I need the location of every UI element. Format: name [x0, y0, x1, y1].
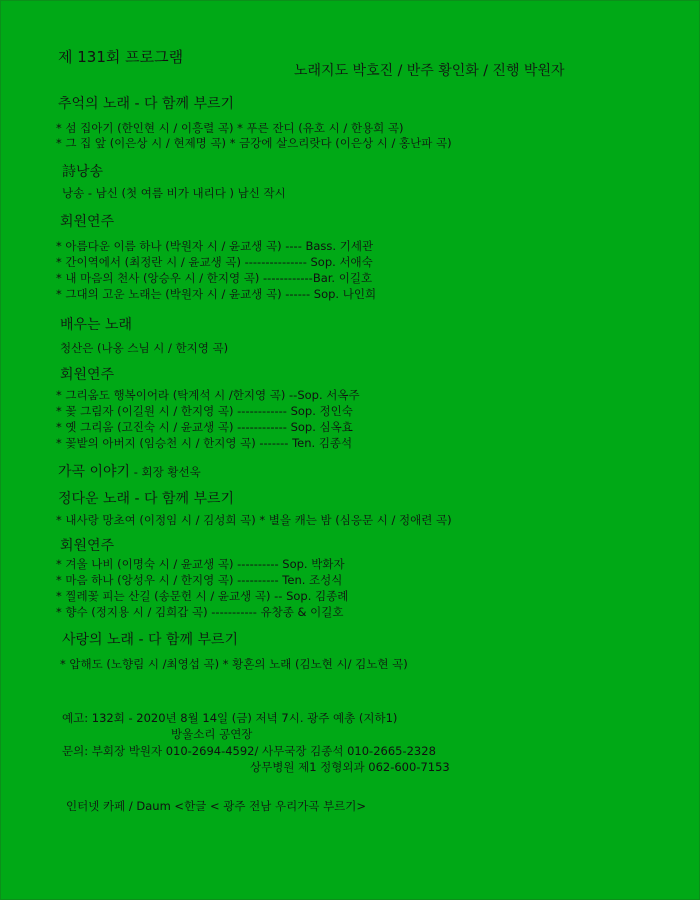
list-item: * 내 마음의 천사 (앙승우 시 / 한지영 곡) ------------Bar. 이길호	[56, 271, 373, 285]
section-heading-member-performance-3: 회원연주	[60, 538, 115, 554]
section-heading-poetry: 詩낭송	[62, 164, 104, 180]
list-item: * 마음 하나 (앙성우 시 / 한지영 곡) ---------- Ten. 조성식	[56, 573, 343, 587]
notice-venue: 방울소리 공연장	[171, 727, 253, 741]
list-item: * 향수 (정지용 시 / 김희갑 곡) ----------- 유창종 & 이길호	[56, 605, 344, 619]
list-item: * 꽃밭의 아버지 (임승천 시 / 한지영 곡) ------- Ten. 김종석	[56, 436, 353, 450]
list-item: * 그대의 고운 노래는 (박원자 시 / 윤교생 곡) ------ Sop. 나인희	[56, 287, 377, 301]
list-item: * 내사랑 망초여 (이정임 시 / 김성희 곡) * 별을 캐는 밤 (심응문 시 / 정애련 곡)	[56, 513, 452, 527]
list-item: * 아름다운 이름 하나 (박원자 시 / 윤교생 곡) ---- Bass. 기세관	[56, 239, 374, 253]
notice-next-event: 예고: 132회 - 2020년 8월 14일 (금) 저녁 7시. 광주 예총 (지하1)	[62, 711, 398, 725]
section-heading-memory-songs: 추억의 노래 - 다 함께 부르기	[58, 96, 235, 112]
song-story-host: - 회장 황선욱	[130, 465, 201, 479]
section-heading-member-performance-1: 회원연주	[60, 214, 115, 230]
list-item: * 그 집 앞 (이은상 시 / 현제명 곡) * 금강에 살으리랏다 (이은상 시 / 홍난파 곡)	[56, 136, 452, 150]
list-item: * 겨울 나비 (이명숙 시 / 윤교생 곡) ---------- Sop. 박화자	[56, 557, 345, 571]
program-title: 제 131회 프로그램	[58, 48, 184, 66]
list-item: * 그리움도 행복이어라 (탁계석 시 /한지영 곡) --Sop. 서옥주	[56, 388, 360, 402]
program-credits: 노래지도 박호진 / 반주 황인화 / 진행 박원자	[294, 63, 565, 79]
list-item: * 간이역에서 (최정란 시 / 윤교생 곡) --------------- Sop. 서애숙	[56, 255, 373, 269]
list-item: * 옛 그리움 (고진숙 시 / 윤교생 곡) ------------ Sop. 심옥효	[56, 420, 353, 434]
section-heading-member-performance-2: 회원연주	[60, 367, 115, 383]
section-heading-friendly-songs: 정다운 노래 - 다 함께 부르기	[58, 491, 235, 507]
list-item: * 섬 집아기 (한인현 시 / 이흥렬 곡) * 푸른 잔디 (유호 시 / 한용희 곡)	[56, 121, 404, 135]
notice-contact-hospital: 상무병원 제1 정형외과 062-600-7153	[250, 760, 450, 774]
list-item: 청산은 (나옹 스님 시 / 한지영 곡)	[60, 341, 229, 355]
list-item: * 압해도 (노향림 시 /최영섭 곡) * 황혼의 노래 (김노현 시/ 김노현 곡)	[60, 657, 408, 671]
section-heading-song-story: 가곡 이야기	[58, 464, 131, 480]
notice-contact: 문의: 부회장 박원자 010-2694-4592/ 사무국장 김종석 010-2665-2328	[62, 744, 436, 758]
list-item: 낭송 - 남신 (첫 여름 비가 내리다 ) 남신 작시	[62, 186, 286, 200]
song-story-row	[58, 461, 201, 481]
section-heading-love-songs: 사랑의 노래 - 다 함께 부르기	[62, 632, 239, 648]
list-item: * 찔레꽃 피는 산길 (송문헌 시 / 윤교생 곡) -- Sop. 김종례	[56, 589, 349, 603]
section-heading-learning-song: 배우는 노래	[60, 317, 133, 333]
list-item: * 꽃 그림자 (이길원 시 / 한지영 곡) ------------ Sop. 정인숙	[56, 404, 353, 418]
internet-cafe-link: 인터넷 카페 / Daum <한글 < 광주 전남 우리가곡 부르기>	[66, 799, 367, 813]
